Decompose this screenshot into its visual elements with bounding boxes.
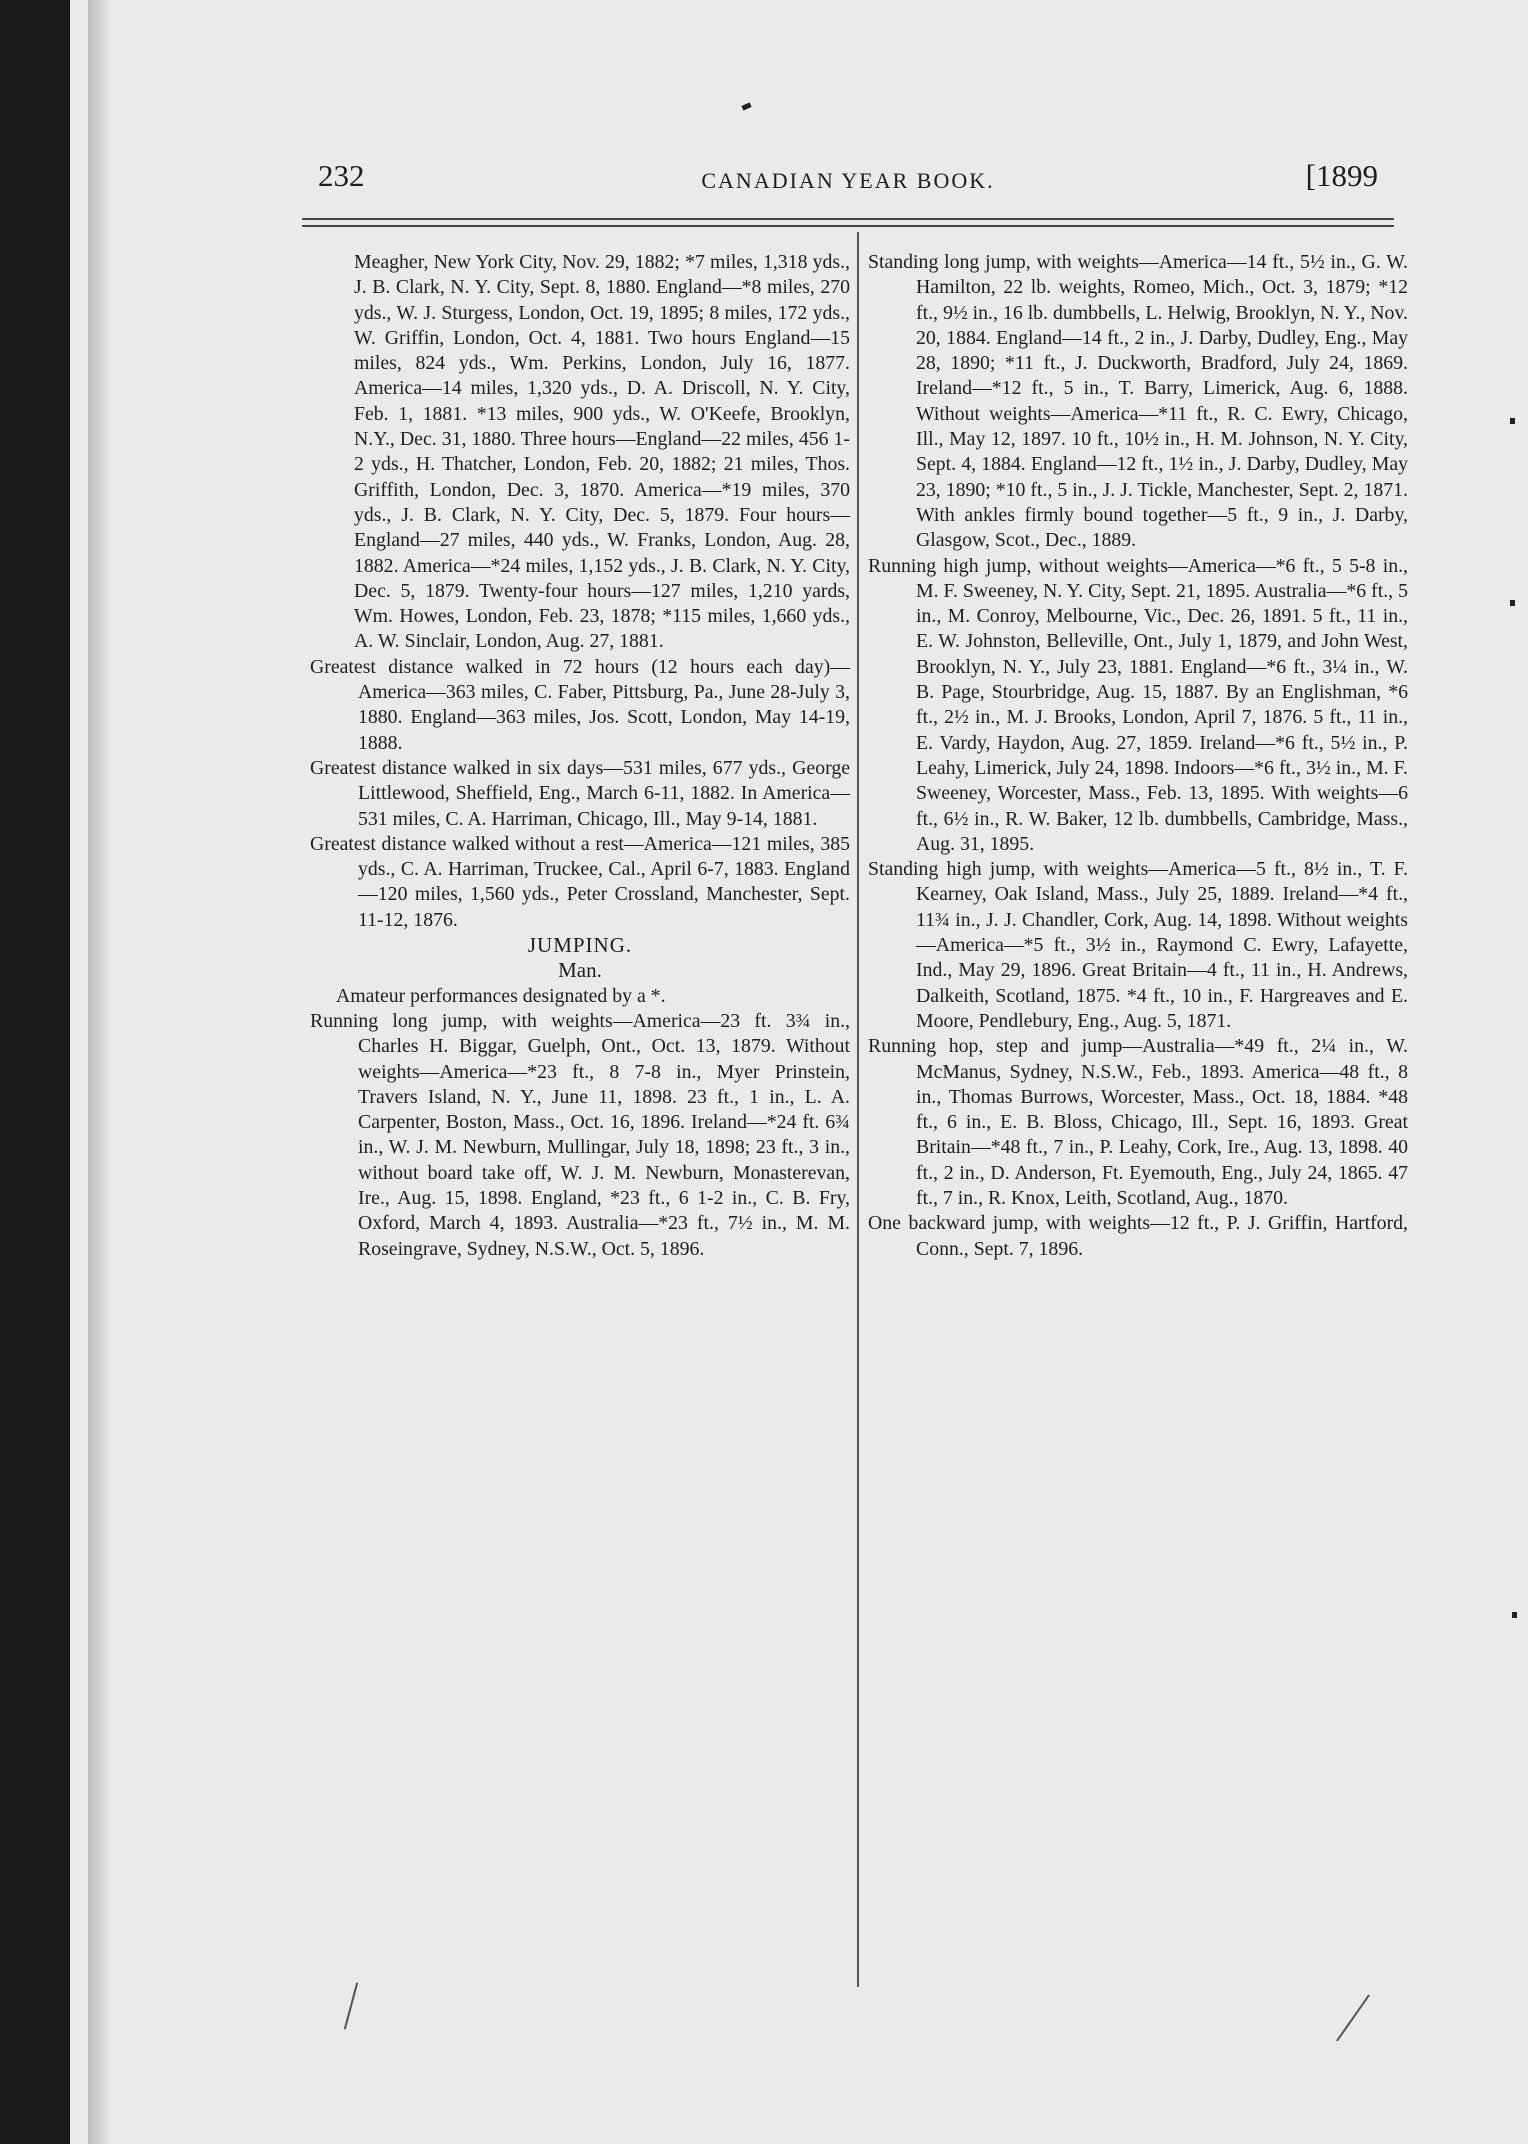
section-heading: JUMPING.: [527, 933, 633, 958]
record-entry: Greatest distance walked in six days—531 miles, 677 yds., George Littlewood, Sheffield, Eng., March 6-11, 1882. In America—531 miles, C. A. Harriman, Chicago, Ill., May 9-14, 1881.: [310, 756, 850, 830]
left-column: [310, 250, 850, 1262]
right-column: [868, 250, 1408, 1262]
record-entry: Standing high jump, with weights—America—5 ft., 8½ in., T. F. Kearney, Oak Island, Mass., July 25, 1889. Ireland—*4 ft., 11¾ in., J. J. Chandler, Cork, Aug. 14, 1898. Without weights—America—*5 ft., 3½ in., Raymond C. Ewry, Lafayette, Ind., May 29, 1896. Great Britain—4 ft., 11 in., H. Andrews, Dalkeith, Scotland, 1875. *4 ft., 10 in., F. Hargreaves and E. Moore, Pendlebury, Eng., Aug. 5, 1871.: [868, 858, 1408, 1032]
continued-paragraph: Meagher, New York City, Nov. 29, 1882; *7 miles, 1,318 yds., J. B. Clark, N. Y. City, Sept. 8, 1880. England—*8 miles, 270 yds., W. J. Sturgess, London, Oct. 19, 1895; 8 miles, 172 yds., W. Griffin, London, Oct. 4, 1881. Two hours England—15 miles, 824 yds., Wm. Perkins, London, July 16, 1877. America—14 miles, 1,320 yds., D. A. Driscoll, N. Y. City, Feb. 1, 1881. *13 miles, 900 yds., W. O'Keefe, Brooklyn, N.Y., Dec. 31, 1880. Three hours—England—22 miles, 456 1-2 yds., H. Thatcher, London, Feb. 20, 1882; 21 miles, Thos. Griffith, London, Dec. 3, 1870. America—*19 miles, 370 yds., J. B. Clark, N. Y. City, Dec. 5, 1879. Four hours—England—27 miles, 440 yds., W. Franks, London, Aug. 28, 1882. America—*24 miles, 1,152 yds., J. B. Clark, N. Y. City, Dec. 5, 1879. Twenty-four hours—127 miles, 1,210 yards, Wm. Howes, London, Feb. 23, 1878; *115 miles, 1,660 yds., A. W. Sinclair, London, Aug. 27, 1881.: [354, 251, 850, 653]
page-binding-edge: [88, 0, 110, 2144]
column-divider: [857, 232, 859, 1987]
subheading: Man.: [558, 958, 602, 983]
amateur-note: Amateur performances designated by a *.: [336, 984, 666, 1007]
running-title: CANADIAN YEAR BOOK.: [701, 168, 995, 193]
page-header: [318, 158, 1378, 208]
record-entry: Running hop, step and jump—Australia—*49 ft., 2¼ in., W. McManus, Sydney, N.S.W., Feb., 1893. America—48 ft., 8 in., Thomas Burrows, Worcester, Mass., Oct. 18, 1884. *48 ft., 6 in., E. B. Bloss, Chicago, Ill., Sept. 16, 1893. Great Britain—*48 ft., 7 in., P. Leahy, Cork, Ire., Aug. 13, 1898. 40 ft., 2 in., D. Anderson, Ft. Eyemouth, Eng., July 24, 1865. 47 ft., 7 in., R. Knox, Leith, Scotland, Aug., 1870.: [868, 1035, 1408, 1209]
record-entry: Standing long jump, with weights—America—14 ft., 5½ in., G. W. Hamilton, 22 lb. weights, Romeo, Mich., Oct. 3, 1879; *12 ft., 9½ in., 16 lb. dumbbells, L. Helwig, Brooklyn, N. Y., Nov. 20, 1884. England—14 ft., 2 in., J. Darby, Dudley, Eng., May 28, 1890; *11 ft., J. Duckworth, Bradford, July 24, 1869. Ireland—*12 ft., 5 in., T. Barry, Limerick, Aug. 6, 1888. Without weights—America—*11 ft., R. C. Ewry, Chicago, Ill., May 12, 1897. 10 ft., 10½ in., H. M. Johnson, N. Y. City, Sept. 4, 1884. England—12 ft., 1½ in., J. Darby, Dudley, May 23, 1890; *10 ft., 5 in., J. J. Tickle, Manchester, Sept. 2, 1871. With ankles firmly bound together—5 ft., 9 in., J. Darby, Glasgow, Scot., Dec., 1889.: [868, 251, 1408, 552]
ink-speck: [1512, 1612, 1517, 1618]
record-entry: Running high jump, without weights—America—*6 ft., 5 5-8 in., M. F. Sweeney, N. Y. City, Sept. 21, 1895. Australia—*6 ft., 5 in., M. Conroy, Melbourne, Vic., Dec. 26, 1891. 5 ft., 11 in., E. W. Johnston, Belleville, Ont., July 1, 1879, and John West, Brooklyn, N. Y., July 23, 1881. England—*6 ft., 3¼ in., W. B. Page, Stourbridge, Aug. 15, 1887. By an Englishman, *6 ft., 2½ in., M. J. Brooks, London, April 7, 1876. 5 ft., 11 in., E. Vardy, Haydon, Aug. 27, 1859. Ireland—*6 ft., 5½ in., P. Leahy, Limerick, July 24, 1898. Indoors—*6 ft., 3½ in., M. F. Sweeney, Worcester, Mass., Feb. 13, 1895. With weights—6 ft., 6½ in., R. W. Baker, 12 lb. dumbbells, Cambridge, Mass., Aug. 31, 1895.: [868, 554, 1408, 855]
record-entry: Greatest distance walked without a rest—America—121 miles, 385 yds., C. A. Harriman, Truckee, Cal., April 6-7, 1883. England—120 miles, 1,560 yds., Peter Crossland, Manchester, Sept. 11-12, 1876.: [310, 832, 850, 931]
ink-speck: [1510, 600, 1515, 606]
year-marker: [1899: [1305, 158, 1378, 193]
record-entry: Greatest distance walked in 72 hours (12 hours each day)—America—363 miles, C. Faber, Pittsburg, Pa., June 28-July 3, 1880. England—363 miles, Jos. Scott, London, May 14-19, 1888.: [310, 655, 850, 754]
header-rule: [302, 218, 1394, 227]
record-entry: Running long jump, with weights—America—23 ft. 3¾ in., Charles H. Biggar, Guelph, Ont., Oct. 13, 1879. Without weights—America—*23 ft., 8 7-8 in., Myer Prinstein, Travers Island, N. Y., June 11, 1898. 23 ft., 1 in., L. A. Carpenter, Boston, Mass., Oct. 16, 1896. Ireland—*24 ft. 6¾ in., W. J. M. Newburn, Mullingar, July 18, 1898; 23 ft., 3 in., without board take off, W. J. M. Newburn, Monasterevan, Ire., Aug. 15, 1898. England, *23 ft., 6 1-2 in., C. B. Fry, Oxford, March 4, 1893. Australia—*23 ft., 7½ in., M. M. Roseingrave, Sydney, N.S.W., Oct. 5, 1896.: [310, 1009, 850, 1260]
ink-speck: [1510, 418, 1515, 424]
record-entry: One backward jump, with weights—12 ft., P. J. Griffin, Hartford, Conn., Sept. 7, 1896.: [868, 1212, 1408, 1260]
page-number: 232: [318, 158, 365, 193]
